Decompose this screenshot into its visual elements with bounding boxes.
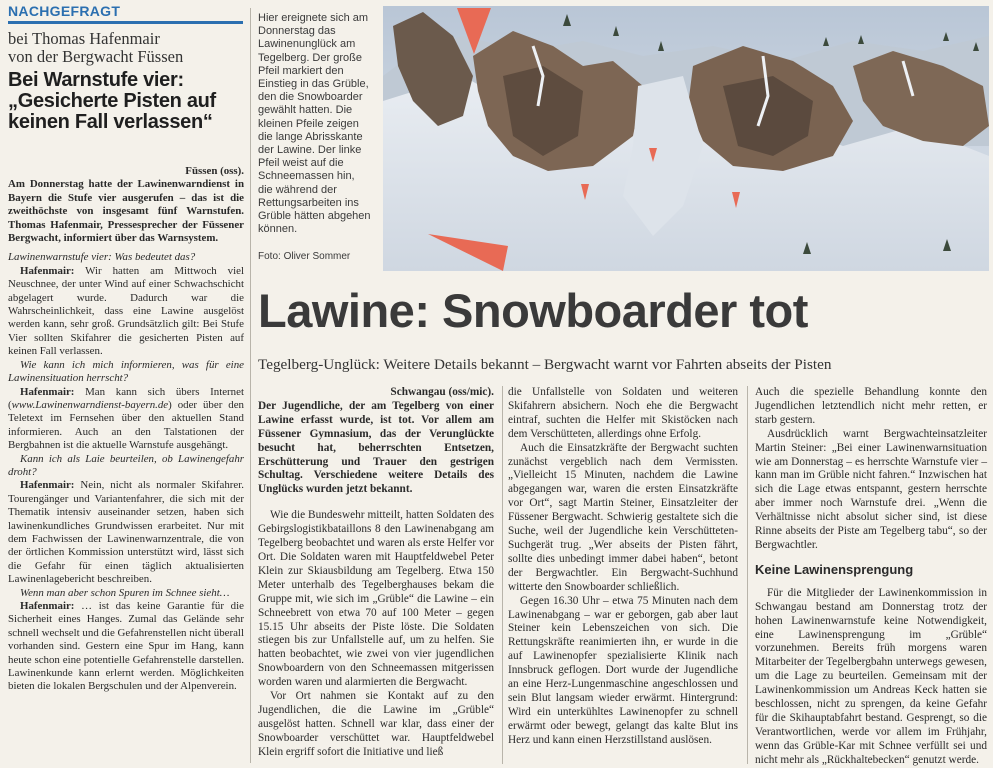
col3-paragraph-1: Auch die spezielle Behandlung konnte den Jugendlichen letztendlich nicht mehr retten, er starb gestern. [755, 386, 987, 426]
article-dateline: Schwangau (oss/mic). [390, 386, 494, 398]
answer-2-text-a: Man kann sich übers Internet ( [8, 385, 244, 411]
answer-2-url[interactable]: www.Lawinenwarndienst-bayern.de [11, 398, 169, 411]
main-headline: Lawine: Snowboarder tot [258, 284, 808, 337]
headline-line-2: „Gesicherte Pisten auf [8, 90, 216, 112]
article-column-2 [508, 386, 738, 748]
headline-line-1: Bei Warnstufe vier: [8, 69, 184, 91]
interview-dateline: Füssen (oss). [185, 165, 244, 177]
col2-paragraph-2: Auch die Einsatzkräfte der Bergwacht suchten zunächst vergeblich nach dem Vermissten. „Vielleicht 15 Minuten, nachdem die Lawine abgegangen war, waren die ersten Einsatzkräfte vor Ort“, sagt Martin Steiner, Einsatzleiter der Füssener Bergwacht. Schwierig gestaltete sich die Suche, weil der Jugendliche kein Verschütteten-Suchgerät trug. „Wer abseits der Pisten fährt, sollte dies unbedingt immer dabei haben“, betont der Bergwachtler. Ein Bergwacht-Suchhund witterte den Snowboarder schließlich. [508, 441, 738, 593]
answer-4-text: … ist das keine Garantie für die Sicherheit eines Hanges. Zumal das Gelände sehr schnell wechselt und die Gefahrenstellen nicht überall vorhanden sind. Gestern eine Spur im Hang, kann heute schon eine potentielle Gefahrenstelle darstellen. Lawinenkunde kann erlernt werden. Möglichkeiten bieten die lokalen Bergschulen und der Alpenverein. [8, 600, 244, 693]
col1-paragraph-1: Wie die Bundeswehr mitteilt, hatten Soldaten des Gebirgslogistikbataillons 8 den Lawinenabgang am Tegelberg beobachtet und waren als erste Helfer vor Ort. Die Soldaten waren mit Hauptfeldwebel Peter Klein zur Skiausbildung am Tegelberg. Etwa 150 Meter unterhalb des Tegelberghauses bekam die Gruppe mit, wie sich im „Grüble“ die Lawine – ein Schneebrett von etwa 70 auf 100 Meter – gegen 15.15 Uhr abseits der Piste löste. Die Soldaten stiegen bis zur Unfallstelle auf, um zu helfen. Sie hatten beobachtet, wie zwei von vier jugendlichen Snowboardern von den Schneemassen mitgerissen worden waren und alarmierten die Bergwacht. [258, 509, 494, 689]
answer-1-speaker: Hafenmair: [20, 264, 75, 277]
interview-body [8, 165, 244, 694]
col1-paragraph-2: Vor Ort nahmen sie Kontakt auf zu den Jugendlichen, die die Lawine im „Grüble“ ausgelöst hatten. Schnell war klar, dass einer der Snowboarder verschüttet war. Hauptfeldwebel Klein ergriff sofort die Initiative und ließ [258, 690, 494, 758]
answer-4-speaker: Hafenmair: [20, 600, 75, 612]
question-2: Wie kann ich mich informieren, was für eine Lawinensituation herrscht? [8, 358, 244, 385]
answer-2 [8, 386, 244, 453]
interview-intro: Am Donnerstag hatte der Lawinenwarndienst in Bayern die Stufe vier ausgerufen – das ist die zweithöchste von insgesamt fünf Warnstufen. Thomas Hafenmair, Pressesprecher der Füssener Bergwacht, informiert über das Warnsystem. [8, 178, 244, 245]
answer-4 [8, 600, 244, 694]
byline-line-2: von der Bergwacht Füssen [8, 47, 184, 66]
col3-subhead: Keine Lawinensprengung [755, 561, 914, 577]
answer-3 [8, 479, 244, 586]
interview-headline [8, 70, 244, 133]
photo-caption [258, 12, 372, 264]
answer-3-speaker: Hafenmair: [20, 479, 75, 492]
article-column-1 [258, 386, 494, 760]
rubric-label: NACHGEFRAGT [8, 3, 121, 19]
question-3: Kann ich als Laie beurteilen, ob Lawinengefahr droht? [8, 452, 244, 478]
col2-paragraph-1: die Unfallstelle von Soldaten und weiteren Skifahrern absichern. Noch ehe die Bergwacht eintraf, suchten die Helfer mit Skistöcken nach dem Verschütteten, allerdings ohne Erfolg. [508, 386, 738, 440]
column-divider [250, 8, 251, 763]
answer-2-text-b: ) oder über den Teletext im Fernsehen über den aktuellen Stand informieren. Auch an den Talstationen der Bergbahnen ist die aktuelle Warnstufe ausgehängt. [8, 398, 244, 452]
answer-2-speaker: Hafenmair: [20, 385, 75, 398]
byline-line-1: bei Thomas Hafenmair [8, 29, 160, 48]
main-subheadline: Tegelberg-Unglück: Weitere Details bekannt – Bergwacht warnt vor Fahrten abseits der Pisten [258, 356, 832, 373]
mountain-scene [383, 6, 989, 271]
headline-line-3: keinen Fall verlassen“ [8, 111, 213, 133]
article-column-3 [755, 386, 987, 768]
photo-credit: Foto: Oliver Sommer [258, 251, 351, 263]
answer-1-text: Wir hatten am Mittwoch viel Neuschnee, der unter Wind auf einer Schwachschicht abgelagert wurde. Dadurch war die Wahrscheinlichkeit, dass eine Lawine ausgelöst werden kann, sehr groß. Grundsätzlich gilt: Bei Stufe Vier sollten Skifahrer die gesicherten Pisten auf keinen Fall verlassen. [8, 264, 244, 358]
question-1: Lawinenwarnstufe vier: Was bedeutet das? [8, 251, 196, 264]
question-4: Wenn man aber schon Spuren im Schnee sieht… [20, 586, 230, 599]
col2-paragraph-3: Gegen 16.30 Uhr – etwa 75 Minuten nach dem Lawinenabgang – war er geborgen, gab aber laut Steiner kein Lebenszeichen von sich. Die Rettungskräfte reanimierten ihn, er wurde in die auf Lawinenopfer spezialisierte Klinik nach Innsbruck geflogen. Dort wurde der Jugendliche an eine Herz-Lungenmaschine angeschlossen und sein Blut langsam wieder erwärmt. Hintergrund: Wird ein unterkühltes Lawinenopfer zu schnell erwärmt oder bewegt, gelangt das kalte Blut ins Herz und kann einen Herzstillstand auslösen. [508, 594, 738, 746]
rubric-rule [8, 21, 243, 24]
answer-3-text: Nein, nicht als normaler Skifahrer. Tourengänger und Variantenfahrer, die sich mit der Thematik intensiv auseinander setzen, haben sich lawinenkundliches Grundwissen erarbeitet. Nur mit dem Fachwissen der Lawinenwarnzentrale, die von der örtlichen Kommission unterstützt wird, lässt sich die Gefahr für einen täglich aktualisierten Lawinenlagebericht beschreiben. [8, 479, 244, 586]
answer-1 [8, 265, 244, 359]
avalanche-photo [383, 6, 989, 271]
interview-byline [8, 30, 244, 66]
article-lead: Der Jugendliche, der am Tegelberg von einer Lawine erfasst wurde, ist tot. Vor allem am Füssener Gymnasium, das der Verunglückte besucht hat, beherrschten Entsetzen, Erschütterung und Trauer den gestrigen Schultag. Verschiedene weitere Details des Unglücks wurden jetzt bekannt. [258, 399, 494, 496]
col3-paragraph-3: Für die Mitglieder der Lawinenkommission in Schwangau bestand am Donnerstag trotz der hohen Lawinenwarnstufe keine Notwendigkeit, eine Lawinensprengung im „Grüble“ vorzunehmen. Bereits früh morgens waren Mitarbeiter der Tegelbergbahn unterwegs gewesen, um die Lage zu beurteilen. Gemeinsam mit der Lawinenkommission um Andreas Keck hatten sie beschlossen, nicht zu sprengen, da keine Gefahr für die Skihauptabfahrt bestand. Gesprengt, so die Verantwortlichen, werde vor allem im Frühjahr, wenn das Grüble-Kar mit Schnee verfüllt sei und nicht mehr als „Rückhaltebecken“ genutzt werde. [755, 586, 987, 766]
column-divider-2 [502, 386, 503, 764]
caption-text: Hier ereignete sich am Donnerstag das Lawinenunglück am Tegelberg. Der große Pfeil markiert den Einstieg in das Grüble, den die Snowboarder gewählt hatten. Die kleinen Pfeile zeigen die lange Abrisskante der Lawine. Der linke Pfeil weist auf die Schneemassen hin, die während der Rettungsarbeiten ins Grüble hätten abgehen können. [258, 12, 371, 236]
col3-paragraph-2: Ausdrücklich warnt Bergwachteinsatzleiter Martin Steiner: „Bei einer Lawinenwarnsituation wie am Donnerstag – es herrschte Warnstufe vier – kann man im Grüble nicht fahren.“ Inzwischen hat sich die Lage etwas entspannt, gestern herrschte aber immer noch Warnstufe drei. „Wenn die Verhältnisse nicht absolut sicher sind, ist diese Rinne abseits der Piste am Tegelberg tabu“, so der Bergwachtler. [755, 427, 987, 551]
column-divider-3 [747, 386, 748, 764]
